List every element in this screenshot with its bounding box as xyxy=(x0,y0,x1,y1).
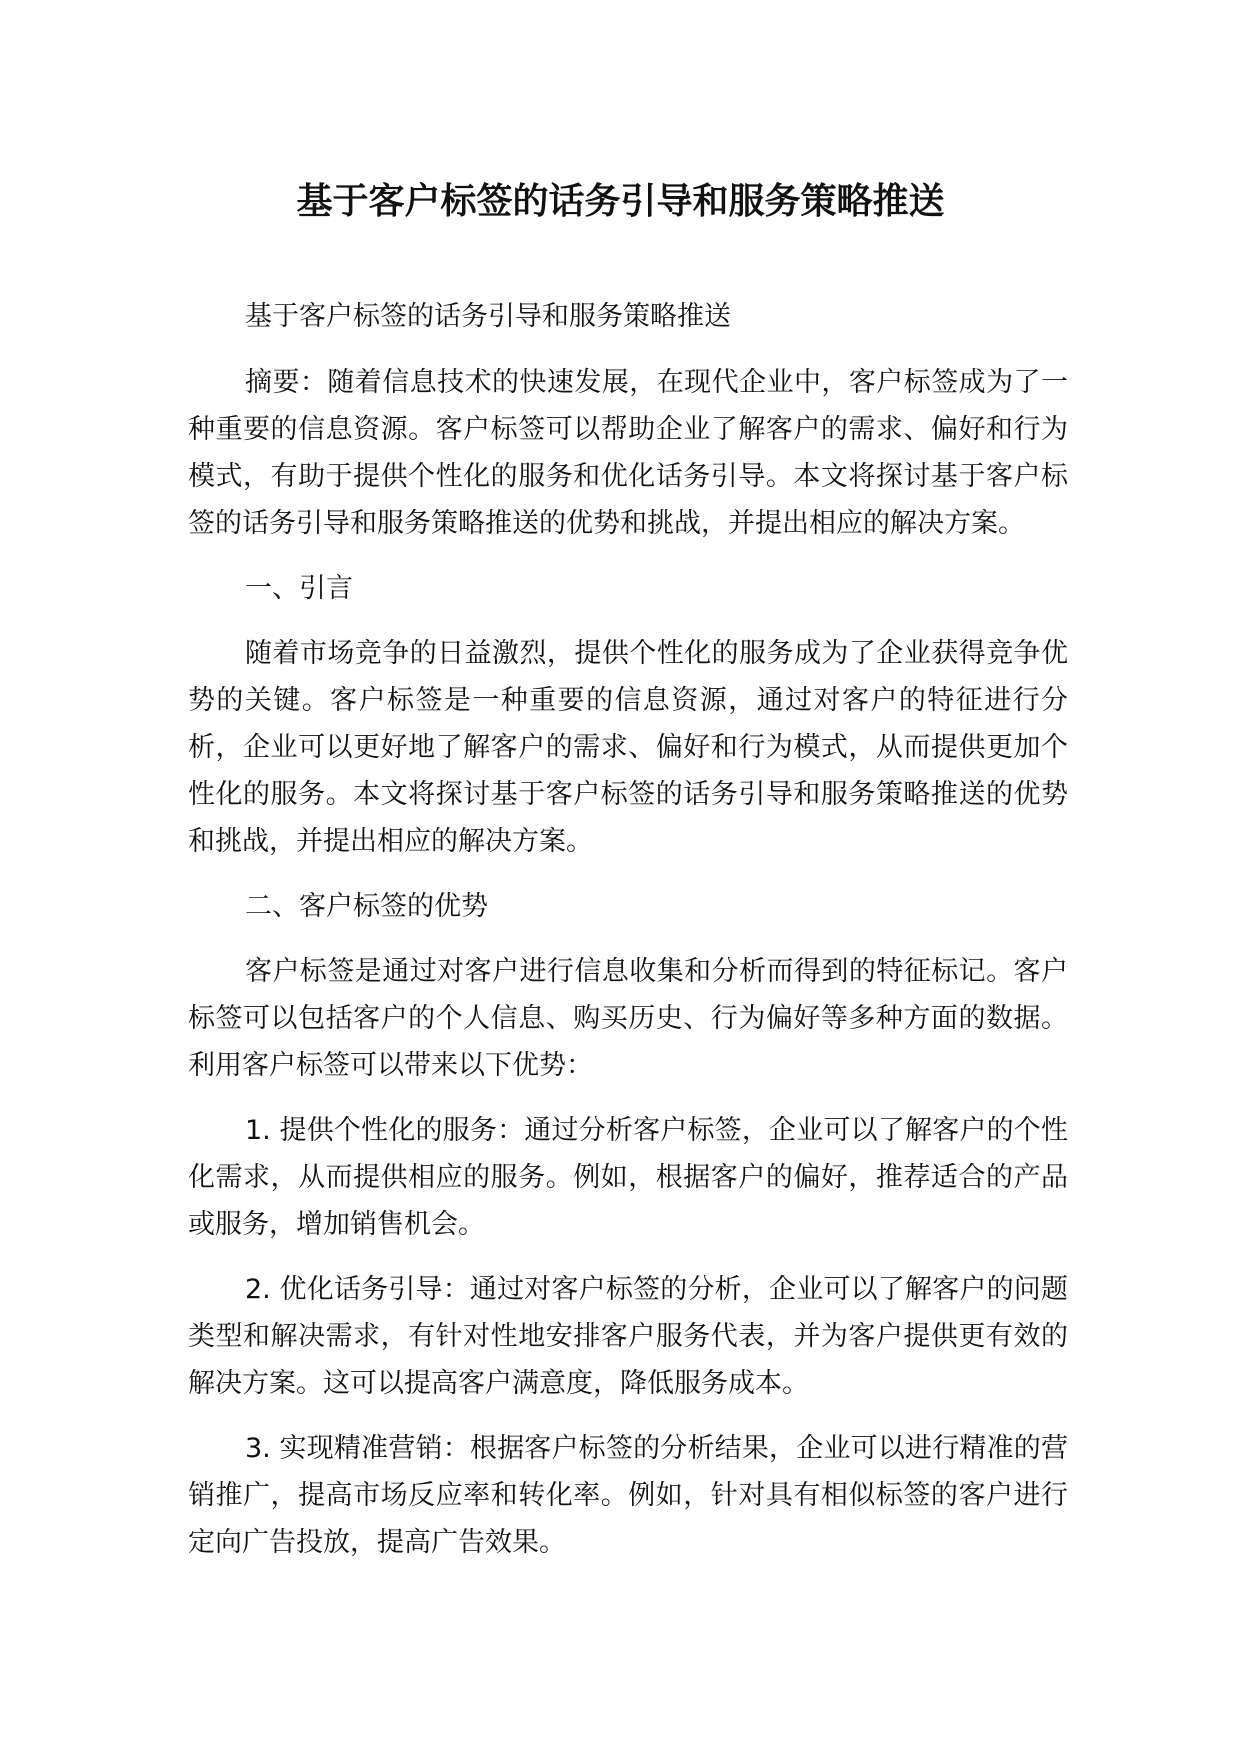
list-item-call-routing: 2. 优化话务引导：通过对客户标签的分析，企业可以了解客户的问题类型和解决需求，有针对性地安排客户服务代表，并为客户提供更有效的解决方案。这可以提高客户满意度，降低服务成本。 xyxy=(188,1274,1068,1399)
paragraph-subtitle: 基于客户标签的话务引导和服务策略推送 xyxy=(245,301,731,332)
paragraph-abstract: 摘要：随着信息技术的快速发展，在现代企业中，客户标签成为了一种重要的信息资源。客户标签可以帮助企业了解客户的需求、偏好和行为模式，有助于提供个性化的服务和优化话务引导。本文将探讨基于客户标签的话务引导和服务策略推送的优势和挑战，并提出相应的解决方案。 xyxy=(188,367,1068,539)
section-heading-introduction: 一、引言 xyxy=(245,573,353,604)
document-title: 基于客户标签的话务引导和服务策略推送 xyxy=(296,181,945,222)
section-heading-advantages: 二、客户标签的优势 xyxy=(245,891,488,922)
paragraph-advantages-intro: 客户标签是通过对客户进行信息收集和分析而得到的特征标记。客户标签可以包括客户的个人信息、购买历史、行为偏好等多种方面的数据。利用客户标签可以带来以下优势： xyxy=(188,956,1068,1081)
document-body xyxy=(188,293,1068,1584)
list-item-personalized-service: 1. 提供个性化的服务：通过分析客户标签，企业可以了解客户的个性化需求，从而提供相应的服务。例如，根据客户的偏好，推荐适合的产品或服务，增加销售机会。 xyxy=(188,1115,1068,1240)
list-item-precision-marketing: 3. 实现精准营销：根据客户标签的分析结果，企业可以进行精准的营销推广，提高市场反应率和转化率。例如，针对具有相似标签的客户进行定向广告投放，提高广告效果。 xyxy=(188,1433,1068,1558)
paragraph-introduction: 随着市场竞争的日益激烈，提供个性化的服务成为了企业获得竞争优势的关键。客户标签是一种重要的信息资源，通过对客户的特征进行分析，企业可以更好地了解客户的需求、偏好和行为模式，从而提供更加个性化的服务。本文将探讨基于客户标签的话务引导和服务策略推送的优势和挑战，并提出相应的解决方案。 xyxy=(188,638,1068,857)
